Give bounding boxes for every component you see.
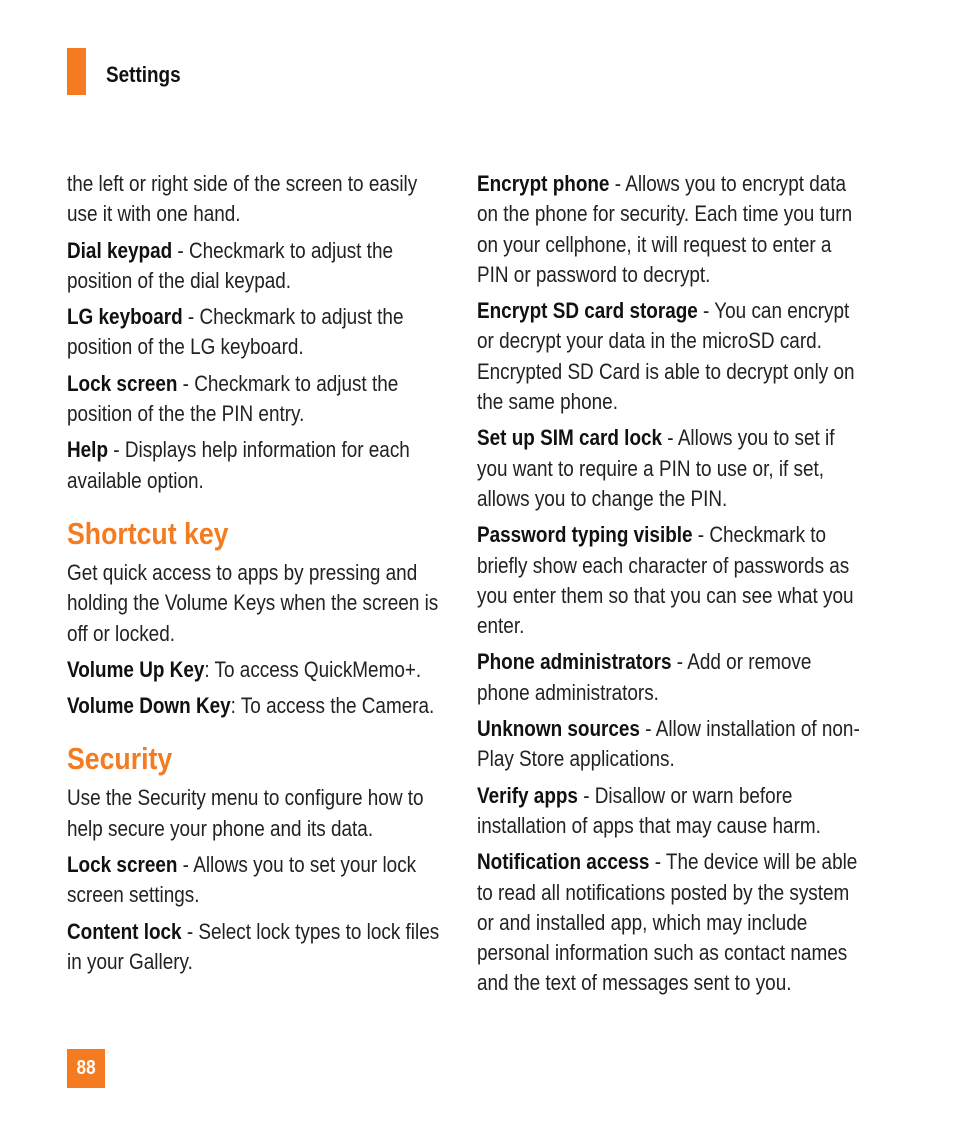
option-volume-down-key bbox=[67, 691, 451, 721]
option-term: Encrypt SD card storage bbox=[477, 298, 698, 324]
page-number: 88 bbox=[76, 1057, 96, 1079]
option-term: Volume Down Key bbox=[67, 693, 231, 719]
option-desc: - Displays help information for each available option. bbox=[67, 437, 410, 493]
option-content-lock bbox=[67, 917, 451, 978]
header-accent-bar bbox=[67, 48, 86, 95]
option-desc: - Allows you to set your lock screen settings. bbox=[67, 852, 417, 908]
option-phone-administrators bbox=[477, 647, 861, 708]
option-dial-keypad bbox=[67, 236, 451, 297]
option-term: Help bbox=[67, 437, 109, 463]
option-password-typing-visible bbox=[477, 520, 861, 641]
option-desc: - Add or remove phone administrators. bbox=[477, 649, 812, 705]
option-desc: - Checkmark to briefly show each character of passwords as you enter them so that you can see what you enter. bbox=[477, 522, 854, 639]
option-desc: - The device will be able to read all notifications posted by the system or and installed app, which may include personal information such as contact names and the text of messages sent to you. bbox=[477, 849, 858, 996]
option-term: Password typing visible bbox=[477, 522, 693, 548]
option-term: Set up SIM card lock bbox=[477, 425, 663, 451]
option-encrypt-sd-card bbox=[477, 296, 861, 417]
option-sim-card-lock bbox=[477, 423, 861, 514]
shortcut-intro: Get quick access to apps by pressing and holding the Volume Keys when the screen is off or locked. bbox=[67, 559, 439, 646]
option-lg-keyboard bbox=[67, 302, 451, 363]
option-desc: - Allow installation of non-Play Store applications. bbox=[477, 716, 860, 772]
option-desc: - Allows you to encrypt data on the phone for security. Each time you turn on your cellphone, it will request to enter a PIN or password to decrypt. bbox=[477, 171, 853, 287]
option-unknown-sources bbox=[477, 714, 861, 775]
right-column bbox=[477, 169, 861, 1005]
section-heading-shortcut-key: Shortcut key bbox=[67, 515, 229, 551]
page-header-title: Settings bbox=[106, 62, 181, 87]
option-term: Volume Up Key bbox=[67, 656, 205, 682]
option-desc: - Select lock types to lock files in your Gallery. bbox=[67, 918, 440, 974]
option-encrypt-phone bbox=[477, 169, 861, 290]
option-notification-access bbox=[477, 847, 861, 998]
page-number-badge bbox=[67, 1049, 105, 1088]
option-term: Content lock bbox=[67, 918, 182, 944]
option-term: Unknown sources bbox=[477, 716, 640, 742]
section-heading-security: Security bbox=[67, 741, 173, 777]
option-term: Encrypt phone bbox=[477, 171, 610, 196]
option-volume-up-key bbox=[67, 655, 451, 685]
continued-paragraph: the left or right side of the screen to easily use it with one hand. bbox=[67, 171, 418, 227]
option-desc: - Disallow or warn before installation of apps that may cause harm. bbox=[477, 782, 821, 838]
option-lock-screen bbox=[67, 850, 451, 911]
option-term: Lock screen bbox=[67, 370, 178, 396]
option-term: LG keyboard bbox=[67, 304, 183, 330]
option-desc: - You can encrypt or decrypt your data in the microSD card. Encrypted SD Card is able to decrypt only on the same phone. bbox=[477, 298, 855, 415]
option-lock-screen-position bbox=[67, 369, 451, 430]
option-help bbox=[67, 435, 451, 496]
security-intro: Use the Security menu to configure how to help secure your phone and its data. bbox=[67, 785, 424, 841]
option-term: Verify apps bbox=[477, 782, 578, 808]
option-desc: - Checkmark to adjust the position of the LG keyboard. bbox=[67, 304, 404, 360]
option-desc: - Checkmark to adjust the position of the the PIN entry. bbox=[67, 370, 399, 427]
option-term: Notification access bbox=[477, 849, 650, 875]
option-verify-apps bbox=[477, 781, 861, 842]
left-column bbox=[67, 169, 451, 983]
option-term: Lock screen bbox=[67, 852, 178, 878]
option-desc: - Allows you to set if you want to require a PIN to use or, if set, allows you to change the PIN. bbox=[477, 425, 835, 511]
option-term: Phone administrators bbox=[477, 649, 672, 675]
option-desc: - Checkmark to adjust the position of the dial keypad. bbox=[67, 237, 393, 293]
option-desc: : To access QuickMemo+. bbox=[204, 656, 422, 682]
option-desc: : To access the Camera. bbox=[230, 693, 435, 719]
option-term: Dial keypad bbox=[67, 237, 173, 263]
